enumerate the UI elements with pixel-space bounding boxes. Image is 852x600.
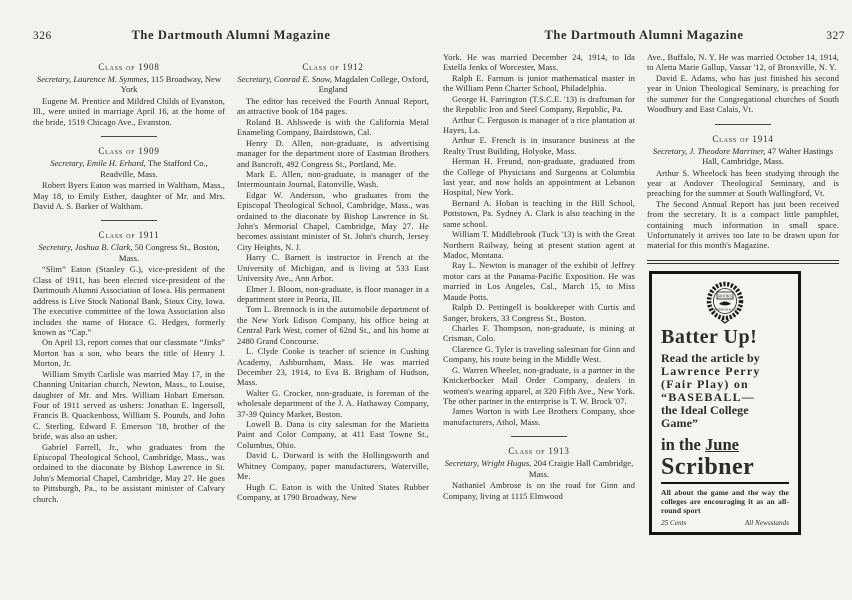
paragraph: The editor has received the Fourth Annual Report, an attractive book of 184 pages. [237,96,429,117]
section-class-of-1913 [443,446,635,502]
paragraph: Arthur E. French is in insurance business at the Realty Trust Building, Holyoke, Mass. [443,136,635,156]
paragraph: David E. Adams, who has just finished his second year in Union Theological Seminary, is preaching for the summer for the Congregational churches of South Woodbury and East Calais, Vt. [647,73,839,115]
section-class-1912-continued [443,53,635,428]
section-divider [101,220,157,221]
ad-line: Lawrence Perry [661,363,761,378]
double-rule-divider [647,260,839,264]
ad-tagline: All about the game and the way the colleges are encouraging it as an all-round sport [661,487,789,515]
paragraph: L. Clyde Cooke is teacher of science in Cushing Academy, Ashburnham, Mass. He was married December 23, 1914, to Eva B. Brigham of Hudson, Mass. [237,347,429,388]
section-heading: Class of 1911 [98,230,160,241]
section-class-of-1912 [237,62,429,503]
secretary-name: Secretary, Conrad E. Snow, [237,74,332,84]
paragraph: Harry C. Barnett is instructor in French at the University of Michigan, and is living at 533 East University Ave., Ann Arbor. [237,253,429,284]
ad-in-the-june [661,435,789,455]
secretary-line [443,458,635,479]
section-body [237,97,429,503]
section-class-1913-continued [647,53,839,116]
logo-scribners-label: SCRIBNERS MAGAZINE [708,307,742,312]
paragraph: Charles F. Thompson, non-graduate, is mining at Crisman, Colo. [443,323,635,344]
paragraph: The Second Annual Report has just been received from the secretary. It is a compact little pamphlet, containing much information in small space. Unfortunately it arrives too late to be drawn upon for material for this month's Magazine. [647,199,839,251]
section-class-of-1908 [33,62,225,128]
paragraph: Lowell B. Dana is city salesman for the Marietta Paint and Color Company, at 411 East Towne St., Columbus, Ohio. [237,420,429,450]
paragraph: Nathaniel Ambrose is on the road for Ginn and Company, living at 1115 Elmwood [443,481,635,501]
section-heading: Class of 1909 [98,146,160,157]
paragraph: Hugh C. Eaton is with the United States Rubber Company, at 1790 Broadway, New [237,482,429,502]
paragraph: Edgar W. Anderson, who graduates from the Episcopal Theological School, Cambridge, Mass., was ordained to the diaconate by Bishop Lawrence in St. John's Memorial Chapel, Cambridge, May 27. He becomes assistant minister of St. John's church, Jersey City Heights, N. J. [237,190,429,252]
paragraph: Eugene M. Prentice and Mildred Childs of Evanston, Ill., were united in marriage April 16, at the home of the bride, 1519 Chicago Ave., Evanston. [33,96,225,127]
secretary-address: 204 Craigie Hall Cambridge, Mass. [528,458,634,479]
paragraph: Bernard A. Hoban is teaching in the Hill School, Pottstown, Pa. Sydney A. Clark is also teaching in the same school. [443,198,635,229]
ad-in-the-text: in the [661,434,706,454]
paragraph: Ralph D. Pettingell is bookkeeper with Curtis and Sanger, brokers, 33 Congress St., Boston. [443,303,635,323]
paragraph: Elmer J. Bloom, non-graduate, is floor manager in a department store in Peoria, Ill. [237,284,429,304]
ad-price: 25 Cents [661,519,687,528]
column-2 [237,53,429,505]
page-number: 326 [33,30,52,42]
section-body [33,97,225,128]
column-1 [443,53,635,535]
secretary-name: Secretary, Emile H. Erhard, [50,158,146,169]
paragraph: Walter G. Crocker, non-graduate, is foreman of the wholesale department of the J. A. Hathaway Company, 37-39 Quincy Market, Boston. [237,388,429,419]
paragraph: Ray L. Newton is manager of the exhibit of Jeffrey motor cars at the Panama-Pacific Exposition. He was married in Los Angeles, Cal., March 15, to Miss Maude Potts. [443,261,635,302]
secretary-address: Magdalen College, Oxford, England [318,74,429,95]
paragraph: Tom L. Brennock is in the automobile department of the New York Edison Company, his office being at Central Park West, corner of 62nd St., and his home at 2480 Grand Concourse. [237,305,429,346]
paragraph: Roland B. Ahlswede is with the California Metal Enameling Company, Bairdstown, Cal. [237,117,429,138]
paragraph: On April 13, report comes that our classmate “Jinks” Morton has a son, who bears the title of Henry J. Morton, Jr. [33,338,225,369]
ad-line: the Ideal College [661,402,749,417]
paragraph: Mark E. Allen, non-graduate, is manager of the Intermountain Journal, Eatonville, Wash. [237,169,429,190]
paragraph: Clarence G. Tyler is traveling salesman for Ginn and Company, his route being in the Middle West. [443,344,635,365]
section-class-of-1909 [33,146,225,212]
page-header [443,28,845,43]
ad-scribner-title: Scribner [661,455,789,484]
section-body [443,481,635,502]
section-heading: Class of 1914 [712,133,774,144]
column-2 [647,53,839,535]
paragraph: William Smyth Carlisle was married May 17, in the Channing Unitarian church, Newton, Mass., to Louise, daughter of Mr. and Mrs. William Hobart Emerson. Four of 1911 served as ushers: Jonathan E. Ingersoll, Francis B. Quackenboss, William S. Pounds, and John C. Sterling. Edward F. Emerson '18, brother of the bride, was also an usher. [33,369,225,442]
section-divider [101,136,157,137]
page-number: 327 [826,30,845,42]
secretary-line [647,146,839,167]
paragraph: William T. Middlebrook (Tuck '13) is with the Great Northern Railway, being at present station agent at Madoc, Montana. [443,230,635,261]
section-heading: Class of 1908 [98,62,160,72]
ad-line: Read the article by [661,350,760,365]
secretary-address: 47 Walter Hastings Hall, Cambridge, Mass. [702,145,834,167]
page-title: The Dartmouth Alumni Magazine [544,28,744,42]
ad-line: “BASEBALL— [661,389,756,404]
paragraph: David L. Dorward is with the Hollingsworth and Whitney Company, paper manufacturers, Waterville, Me. [237,451,429,482]
section-divider [715,124,771,125]
paragraph: Arthur S. Wheelock has been studying through the year at Andover Theological Seminary, and is preaching for the summer at South Wallingford, Vt. [647,168,839,199]
ad-headline: Batter Up! [661,325,758,348]
ad-line: Game” [661,415,699,430]
section-heading: Class of 1913 [508,446,570,457]
secretary-line [237,74,429,95]
paragraph: George H. Farrington (T.S.C.E. '13) is draftsman for the Republic Iron and Steel Company, Republic, Pa. [443,94,635,115]
ad-newsstands: All Newsstands [744,519,789,528]
secretary-address: 50 Congress St., Boston, Mass. [118,242,220,263]
section-body [33,265,225,505]
ad-june-text: June [705,434,739,454]
secretary-name: Secretary, Laurence M. Symmes, [36,74,149,84]
paragraph: Herman H. Freund, non-graduate, graduated from the College of Physicians and Surgeons at Columbia last year, and now holds an appointment at Lebanon Hospital, New York. [443,157,635,198]
page-title: The Dartmouth Alumni Magazine [131,28,331,42]
secretary-address: 115 Broadway, New York [120,74,222,95]
page-326 [33,0,429,600]
secretary-line [33,242,225,263]
section-body [647,53,839,116]
secretary-address: The Stafford Co., Readville, Mass. [100,158,208,179]
paragraph: Robert Byers Eaton was married in Waltham, Mass., May 18, to Emily Esther, daughter of Mr. and Mrs. David A. S. Barker of Waltham. [33,181,225,212]
logo-books-label: BOOKS [718,293,732,299]
paragraph: York. He was married December 24, 1914, to Ida Estella Jenks of Worcester, Mass. [443,53,635,73]
secretary-name: Secretary, Wright Hugus, [444,458,532,469]
column-1 [33,53,225,505]
secretary-line [33,158,225,179]
section-class-of-1914 [647,134,839,252]
section-body [33,181,225,212]
page-header [33,28,429,43]
secretary-name: Secretary, J. Theodore Marriner, [652,145,766,156]
paragraph: “Slim” Eaton (Stanley G.), vice-president of the Class of 1911, has been elected vice-president of the Dartmouth Alumni Association of Iowa. His permanent address is Live Stock National Bank, Sioux City, Iowa. The executive committee of the Iowa Association also includes the name of Horace G. Hedges, formerly known as “Cap.” [33,265,225,337]
section-body [443,53,635,428]
scribner-advertisement [649,271,801,536]
paragraph: James Worton is with Lee Brothers Company, shoe manufacturers, Athol, Mass. [443,407,635,427]
paragraph: Ave., Buffalo, N. Y. He was married October 14, 1914, to Aletta Marie Gallup, Vassar '12, of Bronxville, N. Y. [647,53,839,73]
ad-footer [661,519,789,527]
ad-line: (Fair Play) on [661,376,749,391]
paragraph: Henry D. Allen, non-graduate, is advertising manager for the department store of Eastman Brothers and Bancroft, 492 Congress St., Portland, Me. [237,138,429,169]
secretary-name: Secretary, Joshua B. Clark, [38,242,133,253]
paragraph: Ralph E. Farnum is junior mathematical master in the William Penn Charter School, Philadelphia. [443,73,635,94]
paragraph: G. Warren Wheeler, non-graduate, is a partner in the Knickerbocker Mail Order Company, dealers in women's wearing apparel, at 320 Fifth Ave., New York. The other partner in the enterprise is T. W. Brock '07. [443,365,635,406]
section-class-of-1911 [33,230,225,505]
section-body [647,169,839,252]
secretary-line [33,74,225,95]
text-columns [443,53,845,535]
section-heading: Class of 1912 [302,62,364,72]
page-327 [443,0,845,600]
paragraph: Arthur C. Ferguson is manager of a rice plantation at Hayes, La. [443,115,635,135]
scribners-wreath-logo [704,280,746,324]
text-columns [33,53,429,505]
paragraph: Gabriel Farrell, Jr., who graduates from the Episcopal Theological School, Cambridge, Mass., was ordained to the diaconate by Bishop Lawrence in St. John's Memorial Chapel, Cambridge, May 27. He goes to Pittsburgh, Pa., to be assistant minister of Calvary church. [33,442,225,504]
section-divider [511,436,567,437]
